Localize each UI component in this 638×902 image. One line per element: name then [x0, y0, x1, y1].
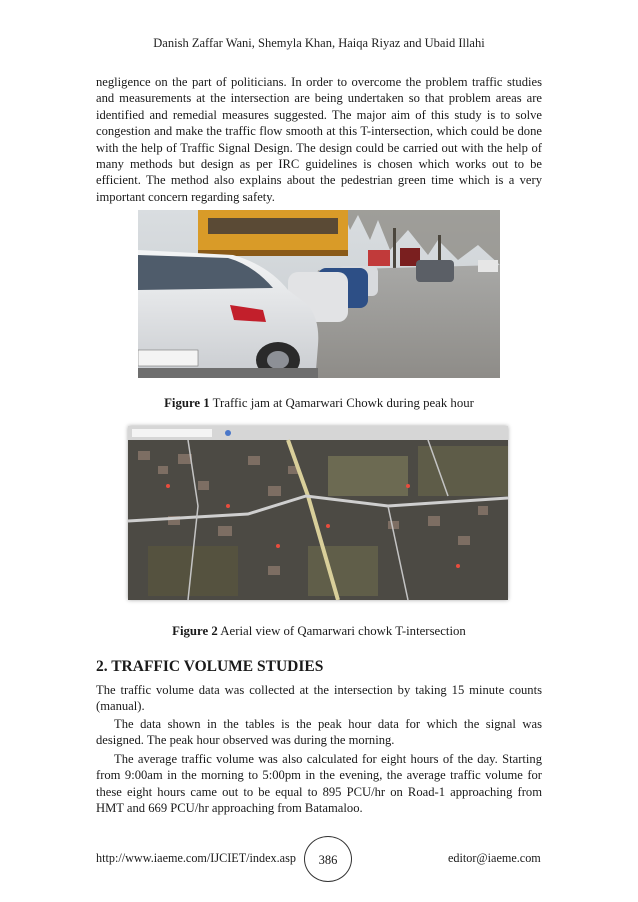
- aerial-map-image: [128, 426, 508, 600]
- footer-email[interactable]: editor@iaeme.com: [448, 851, 541, 865]
- intro-paragraph: negligence on the part of politicians. In order to overcome the problem traffic studies and measurements at the intersection are being undertaken so that problem areas are identified and remedial measures suggested. The major aim of this study is to solve congestion and make the traffic flow smooth at this T-intersection, which could be done with the help of Traffic Signal Design. The design could be carried out with the help of many methods but design as per IRC guidelines is chosen which works out to be efficient. The method also explains about the pedestrian green time which is a very important concern regarding safety.: [96, 75, 542, 204]
- figure2-caption-text: Aerial view of Qamarwari chowk T-intersection: [217, 624, 466, 638]
- figure1-caption-text: Traffic jam at Qamarwari Chowk during peak hour: [209, 396, 474, 410]
- figure1-photo: [138, 210, 500, 378]
- section-title: 2. TRAFFIC VOLUME STUDIES: [96, 658, 324, 675]
- footer-url[interactable]: http://www.iaeme.com/IJCIET/index.asp: [96, 851, 296, 865]
- traffic-jam-photo: [138, 210, 500, 378]
- section-paragraph-1: The traffic volume data was collected at the intersection by taking 15 minute counts (manual).: [96, 683, 542, 714]
- figure2-label: Figure 2: [172, 624, 218, 638]
- figure2-caption: [0, 624, 638, 639]
- section-paragraph-2: The data shown in the tables is the peak hour data for which the signal was designed. The peak hour observed was during the morning.: [96, 717, 542, 748]
- figure2-map: [128, 426, 508, 600]
- section-paragraph-3: The average traffic volume was also calculated for eight hours of the day. Starting from 9:00am in the morning to 5:00pm in the evening, the average traffic volume for these eight hours came out to be equal to 895 PCU/hr on Road-1 approaching from HMT and 669 PCU/hr approaching from Batamaloo.: [96, 752, 542, 816]
- page-header: Danish Zaffar Wani, Shemyla Khan, Haiqa Riyaz and Ubaid Illahi: [153, 36, 485, 50]
- figure1-label: Figure 1: [164, 396, 210, 410]
- page-number: 386: [304, 836, 352, 882]
- figure1-caption: [0, 396, 638, 411]
